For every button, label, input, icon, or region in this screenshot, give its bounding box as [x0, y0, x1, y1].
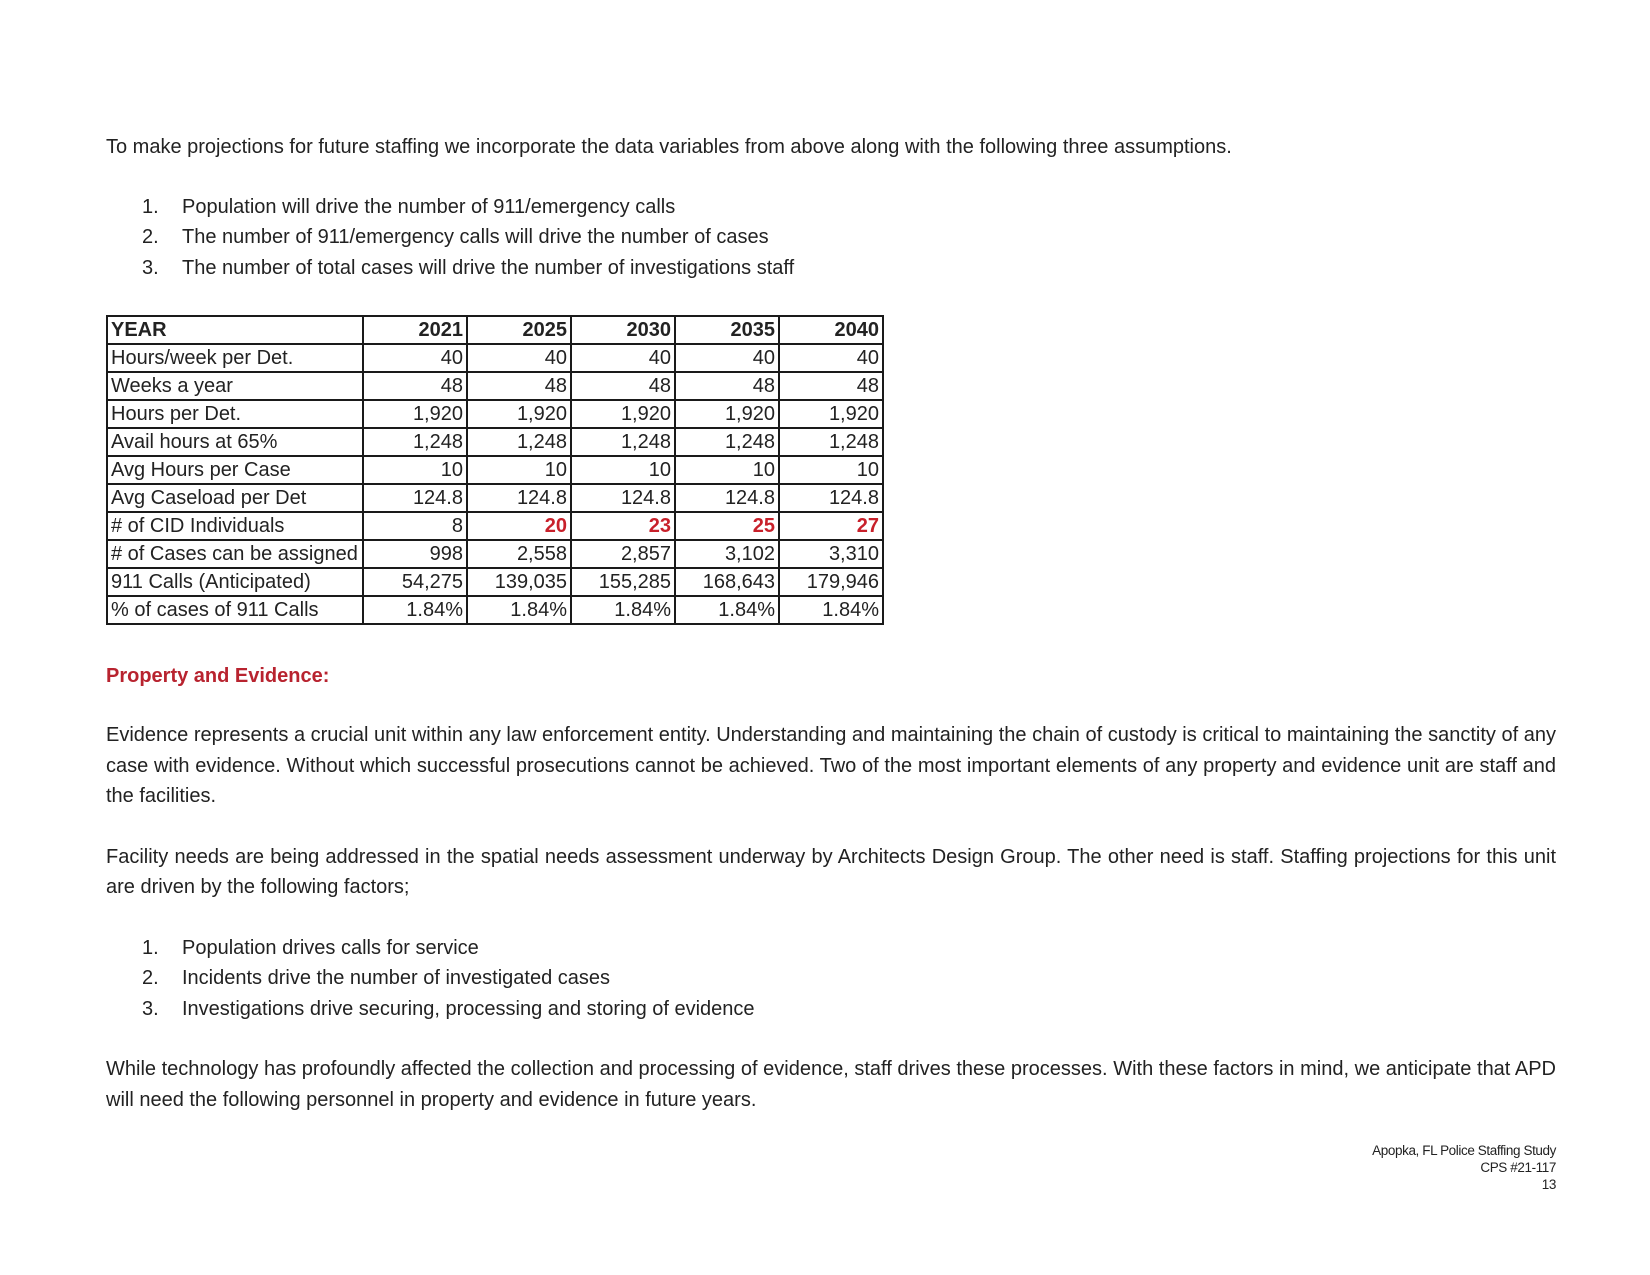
row-label-cell: % of cases of 911 Calls: [107, 596, 363, 624]
list-number: 2.: [142, 967, 159, 989]
header-cell: 2030: [571, 316, 675, 344]
list-item: [106, 192, 1556, 223]
evidence-paragraph: Evidence represents a crucial unit within any law enforcement entity. Understanding and maintaining the chain of custody is critical to maintaining the sanctity of any case with evidence. Without which successful prosecutions cannot be achieved. Two of the most important elements of any property and evidence unit are staff and the facilities.: [106, 724, 1556, 807]
table-cell: 124.8: [467, 484, 571, 512]
list-item-text: Investigations drive securing, processing and storing of evidence: [182, 997, 755, 1020]
table-cell: 1,248: [779, 428, 883, 456]
list-item-text: Population drives calls for service: [182, 936, 479, 959]
table-cell: 10: [467, 456, 571, 484]
intro-paragraph: To make projections for future staffing we incorporate the data variables from above along with the following three assumptions.: [106, 136, 1232, 158]
list-item-text: The number of 911/emergency calls will drive the number of cases: [182, 226, 769, 248]
staffing-projection-table: [106, 315, 884, 625]
row-label-cell: Hours per Det.: [107, 400, 363, 428]
table-cell: 1.84%: [779, 596, 883, 624]
table-cell: 48: [363, 372, 467, 400]
table-cell: 124.8: [571, 484, 675, 512]
table-cell: 1.84%: [675, 596, 779, 624]
list-item-text: Incidents drive the number of investigated cases: [182, 967, 611, 989]
list-item: [106, 253, 1556, 284]
row-label-cell: 911 Calls (Anticipated): [107, 568, 363, 596]
header-cell: 2035: [675, 316, 779, 344]
row-label-cell: Hours/week per Det.: [107, 344, 363, 372]
table-cell: 1,920: [779, 400, 883, 428]
table-cell: 54,275: [363, 568, 467, 596]
table-cell: 3,102: [675, 540, 779, 568]
row-label-cell: # of Cases can be assigned: [107, 540, 363, 568]
table-cell: 1,248: [571, 428, 675, 456]
factors-list: [106, 933, 1556, 1025]
list-item: [106, 222, 1556, 253]
table-cell: 10: [779, 456, 883, 484]
table-cell: 139,035: [467, 568, 571, 596]
list-item: [106, 963, 1556, 994]
list-item-text: Population will drive the number of 911/emergency calls: [182, 195, 676, 218]
table-cell: 10: [363, 456, 467, 484]
list-number: 3.: [142, 997, 159, 1020]
table-cell: 1,248: [467, 428, 571, 456]
list-number: 1.: [142, 195, 159, 218]
facility-paragraph: Facility needs are being addressed in the spatial needs assessment underway by Architects Design Group. The other need is staff. Staffing projections for this unit are driven by the following factors;: [106, 845, 1556, 898]
list-number: 1.: [142, 936, 159, 959]
table-cell: 40: [467, 344, 571, 372]
row-label-cell: Avg Caseload per Det: [107, 484, 363, 512]
table-row: [107, 372, 883, 400]
header-cell: YEAR: [107, 316, 363, 344]
table-cell: 1.84%: [571, 596, 675, 624]
page-number: 13: [1541, 1177, 1556, 1192]
table-cell: 48: [571, 372, 675, 400]
table-cell: 998: [363, 540, 467, 568]
table-cell: 2,857: [571, 540, 675, 568]
table-cell: 48: [467, 372, 571, 400]
row-label-cell: # of CID Individuals: [107, 512, 363, 540]
table-row: [107, 568, 883, 596]
table-cell: 124.8: [675, 484, 779, 512]
table-cell: 20: [467, 512, 571, 540]
table-cell: 1,920: [571, 400, 675, 428]
page-footer: [1372, 1142, 1556, 1193]
list-number: 3.: [142, 256, 159, 279]
table-cell: 1,920: [363, 400, 467, 428]
table-cell: 40: [675, 344, 779, 372]
row-label-cell: Avail hours at 65%: [107, 428, 363, 456]
table-row: [107, 484, 883, 512]
table-cell: 3,310: [779, 540, 883, 568]
list-item: [106, 994, 1556, 1025]
table-row: [107, 428, 883, 456]
table-row: [107, 400, 883, 428]
table-cell: 8: [363, 512, 467, 540]
table-cell: 25: [675, 512, 779, 540]
footer-ref: CPS #21-117: [1480, 1160, 1556, 1175]
table-cell: 124.8: [363, 484, 467, 512]
header-cell: 2040: [779, 316, 883, 344]
table-cell: 1,248: [363, 428, 467, 456]
table-cell: 40: [363, 344, 467, 372]
assumptions-list: [106, 192, 1556, 284]
row-label-cell: Weeks a year: [107, 372, 363, 400]
table-header-row: [107, 316, 883, 344]
table-row: [107, 512, 883, 540]
table-row: [107, 456, 883, 484]
table-cell: 1,920: [675, 400, 779, 428]
table-body: [107, 316, 883, 624]
table-cell: 124.8: [779, 484, 883, 512]
table-cell: 48: [675, 372, 779, 400]
table-cell: 40: [571, 344, 675, 372]
table-cell: 27: [779, 512, 883, 540]
table-cell: 10: [571, 456, 675, 484]
table-row: [107, 540, 883, 568]
list-item-text: The number of total cases will drive the number of investigations staff: [182, 256, 795, 279]
table-cell: 23: [571, 512, 675, 540]
footer-title: Apopka, FL Police Staffing Study: [1372, 1143, 1556, 1158]
table-cell: 179,946: [779, 568, 883, 596]
table-row: [107, 344, 883, 372]
table-cell: 2,558: [467, 540, 571, 568]
table-cell: 1,920: [467, 400, 571, 428]
table-cell: 1.84%: [467, 596, 571, 624]
section-heading: Property and Evidence:: [106, 665, 330, 687]
page-content: [106, 132, 1556, 1115]
header-cell: 2025: [467, 316, 571, 344]
table-cell: 1,248: [675, 428, 779, 456]
list-number: 2.: [142, 226, 159, 248]
row-label-cell: Avg Hours per Case: [107, 456, 363, 484]
list-item: [106, 933, 1556, 964]
table-cell: 1.84%: [363, 596, 467, 624]
table-cell: 40: [779, 344, 883, 372]
table-cell: 10: [675, 456, 779, 484]
header-cell: 2021: [363, 316, 467, 344]
table-row: [107, 596, 883, 624]
table-cell: 48: [779, 372, 883, 400]
table-cell: 155,285: [571, 568, 675, 596]
table-cell: 168,643: [675, 568, 779, 596]
technology-paragraph: While technology has profoundly affected the collection and processing of evidence, staff drives these processes. With these factors in mind, we anticipate that APD will need the following personnel in property and evidence in future years.: [106, 1058, 1556, 1111]
